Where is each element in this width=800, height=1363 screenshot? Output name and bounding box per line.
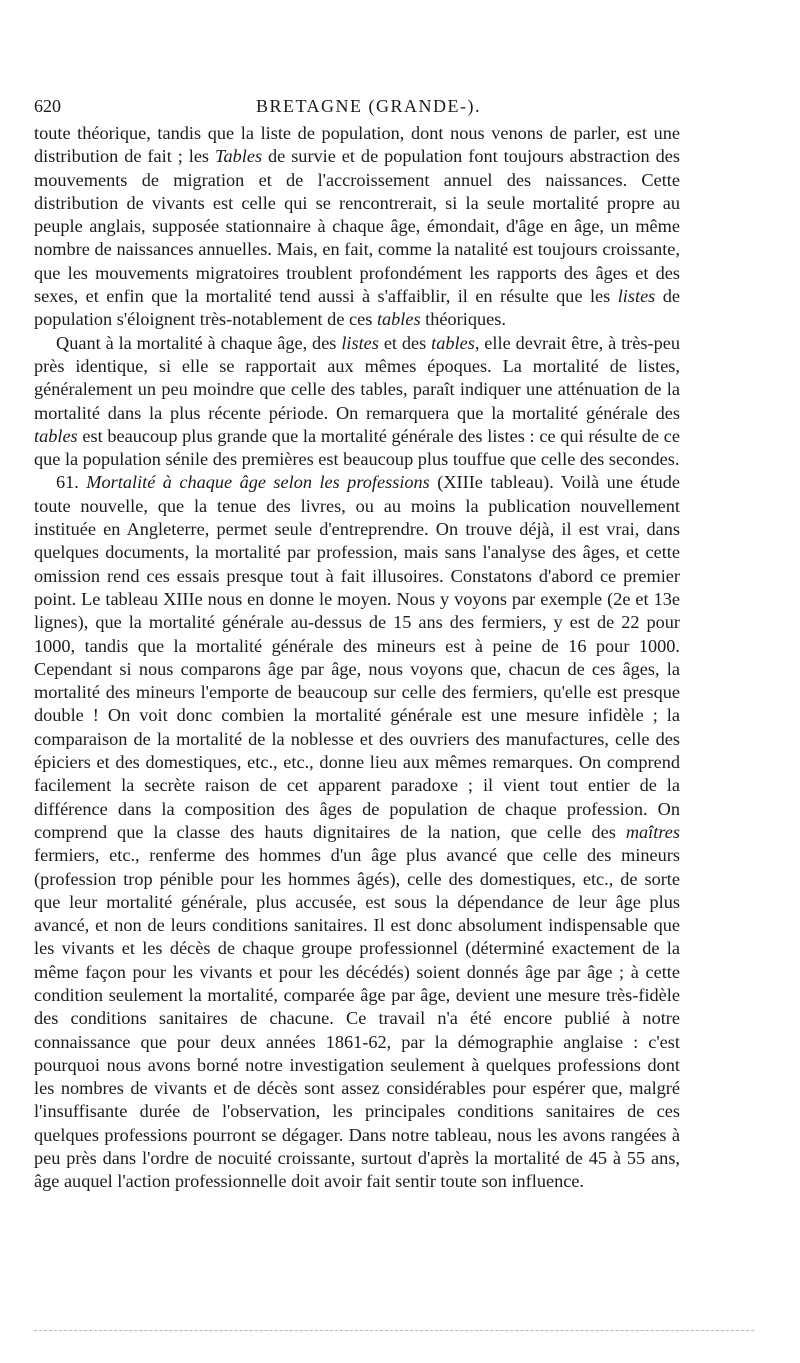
paragraph-2 bbox=[34, 332, 680, 472]
italic-text-run: tables bbox=[34, 425, 78, 446]
italic-text-run: listes bbox=[341, 332, 379, 353]
text-run: Quant à la mortalité à chaque âge, des bbox=[56, 332, 342, 353]
text-run: de survie et de population font toujours abstraction des mouvements de migration et de l'accroissement annuel des naissances. Cette distribution de vivants est celle qui se rencontrerait, si la seule mortalité propre au peuple anglais, supposée stationnaire à chaque âge, émondait, d'âge en âge, un même nombre de naissances annuelles. Mais, en fait, comme la natalité est toujours croissante, que les mouvements migratoires troublent profondément les rapports des âges et des sexes, et enfin que la mortalité tend aussi à s'affaiblir, il en résulte que les bbox=[34, 146, 680, 307]
text-run: théoriques. bbox=[420, 309, 506, 330]
italic-text-run: Tables bbox=[214, 146, 263, 167]
page-header bbox=[34, 92, 680, 122]
page-number: 620 bbox=[34, 96, 61, 116]
text-run: et des bbox=[378, 332, 432, 353]
italic-text-run: tables bbox=[431, 332, 475, 353]
text-run: (XIIIe tableau). Voilà une étude toute nouvelle, que la tenue des livres, ou au moins la publication nouvellement instituée en Angleterre, permet seule d'entreprendre. On trouve déjà, il est vrai, dans quelques documents, la mortalité par profession, mais sans l'analyse des âges, et cette omission rend ces essais presque tout à fait illusoires. Constatons d'abord ce premier point. Le tableau XIIIe nous en donne le moyen. Nous y voyons par exemple (2e et 13e lignes), que la mortalité générale au-dessus de 15 ans des fermiers, y est de 22 pour 1000, tandis que la mortalité générale des mineurs est à peine de 16 pour 1000. Cependant si nous comparons âge par âge, nous voyons que, chacun de ces âges, la mortalité des mineurs l'emporte de beaucoup sur celle des fermiers, qu'elle est presque double ! On voit donc combien la mortalité générale est une mesure infidèle ; la comparaison de la mortalité de la noblesse et des ouvriers des manufactures, celle des épiciers et des domestiques, etc., etc., donne lieu aux mêmes remarques. On comprend facilement la secrète raison de cet apparent paradoxe ; il vient tout entier de la différence dans la composition des âges de population de chaque profession. On comprend que la classe des hauts dignitaires de la nation, que celle des bbox=[34, 472, 681, 842]
italic-text-run: listes bbox=[617, 286, 656, 307]
italic-text-run: Mortalité à chaque âge selon les professions bbox=[86, 472, 430, 493]
text-run: 61. bbox=[56, 472, 87, 493]
footer-rule bbox=[34, 1330, 754, 1331]
text-run: fermiers, etc., renferme des hommes d'un âge plus avancé que celle des mineurs (profession trop pénible pour les hommes âgés), celle des domestiques, etc., de sorte que leur mortalité générale, plus accusée, est sous la dépendance de leur âge plus avancé, et non de leurs conditions sanitaires. Il est donc absolument indispensable que les vivants et les décès de chaque groupe professionnel (déterminé exactement de la même façon pour les vivants et pour les décédés) soient donnés âge par âge ; à cette condition seulement la mortalité, comparée âge par âge, devient une mesure très-fidèle des conditions sanitaires de chacune. Ce travail n'a été encore publié à notre connaissance que pour deux années 1861-62, par la démographie anglaise : c'est pourquoi nous avons borné notre investigation seulement à quelques professions dont les nombres de vivants et de décès sont assez considérables pour espérer que, malgré l'insuffisante durée de l'observation, les principales conditions sanitaires de ces quelques professions pourront se dégager. Dans notre tableau, nous les avons rangées à peu près dans l'ordre de nocuité croissante, surtout d'après la mortalité de 45 à 55 ans, âge auquel l'action professionnelle doit avoir fait sentir toute son influence. bbox=[34, 845, 680, 1192]
running-title: BRETAGNE (GRANDE-). bbox=[256, 96, 482, 116]
body-text bbox=[34, 122, 680, 1194]
text-run: de population s'éloignent très-notablement de ces bbox=[34, 286, 680, 330]
text-run: est beaucoup plus grande que la mortalité générale des listes : ce qui résulte de ce que la population sénile des premières est beaucoup plus touffue que celle des secondes. bbox=[34, 425, 680, 470]
italic-text-run: tables bbox=[376, 309, 421, 330]
italic-text-run: maîtres bbox=[625, 821, 680, 842]
page bbox=[34, 92, 680, 1194]
paragraph-1 bbox=[34, 122, 680, 332]
text-run: , elle devrait être, à très-peu près identique, si elle se rapportait aux mêmes époques. La mortalité de listes, généralement un peu moindre que celle des tables, paraît indiquer une atténuation de la mortalité dans la plus récente période. On remarquera que la mortalité générale des bbox=[34, 332, 680, 423]
text-run: toute théorique, tandis que la liste de population, dont nous venons de parler, est une distribution de fait ; les bbox=[34, 123, 680, 167]
paragraph-3 bbox=[34, 471, 680, 1193]
